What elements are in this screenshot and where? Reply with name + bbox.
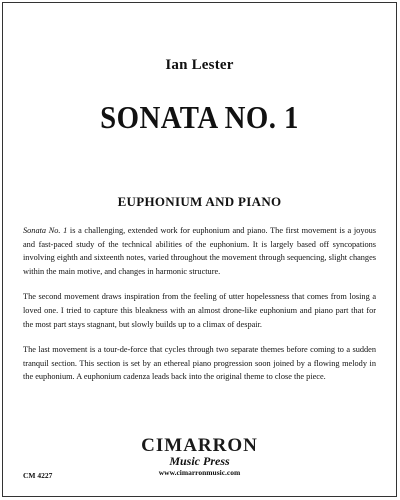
publisher-url: www.cimarronmusic.com [158,468,241,477]
publisher-logo [3,436,396,478]
description-paragraph-1 [23,224,376,278]
description-paragraph-1-text: is a challenging, extended work for euphonium and piano. The first movement is a joyous and fast-paced study of the technical abilities of the euphonium. It is largely based off syncopations involving eighth and sixteenth notes, varied throughout the movement through sequencing, slight changes within the main motive, and changes in harmonic structure. [23,226,376,276]
work-title-inline: Sonata No. 1 [23,226,68,235]
catalog-number: CM 4227 [23,471,53,480]
description [23,224,376,396]
publisher-subname: Music Press [169,454,230,468]
publisher-name: CIMARRON [141,435,258,456]
page-title: SONATA NO. 1 [100,99,299,135]
instrumentation: EUPHONIUM AND PIANO [117,194,282,209]
description-paragraph-2: The second movement draws inspiration from the feeling of utter hopelessness that comes from losing a loved one. I tried to capture this bleakness with an almost drone-like euphonium and piano part that for the most part stays stagnant, but slowly builds up to a climax of despair. [23,292,376,329]
sheet-music-cover [2,2,397,497]
composer-name: Ian Lester [165,57,234,73]
description-paragraph-3: The last movement is a tour-de-force that cycles through two separate themes before coming to a sudden tranquil section. This section is set by an ethereal piano progression soon joined by a flowing melody in the euphonium. A euphonium cadenza leads back into the original theme to close the piece. [23,345,376,382]
